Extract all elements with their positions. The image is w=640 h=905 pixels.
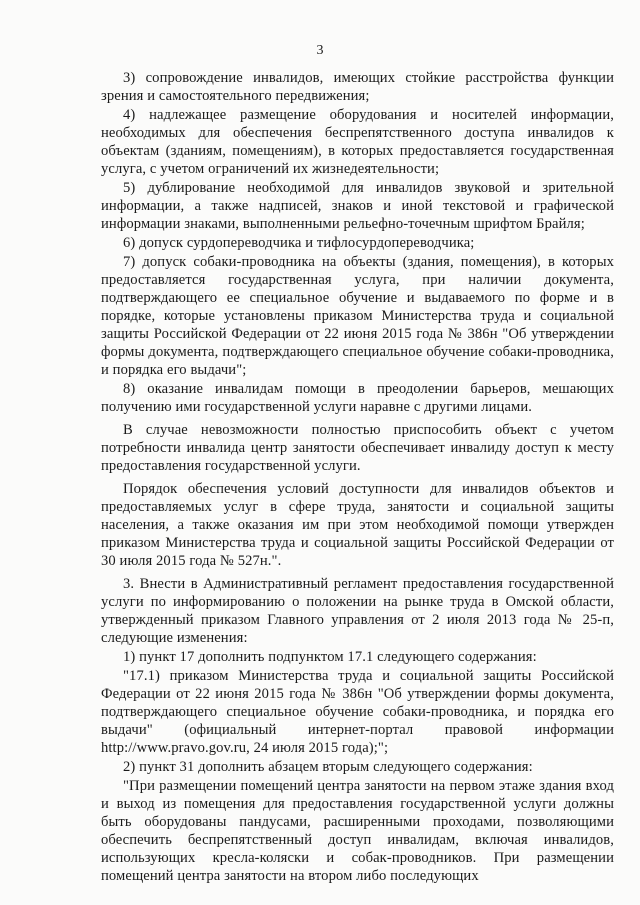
paragraph: 6) допуск сурдопереводчика и тифлосурдопереводчика; (123, 235, 475, 251)
paragraph: Порядок обеспечения условий доступности для инвалидов объектов и предоставляемых услуг в сфере труда, занятости и социальной защиты населения, а также оказания им при этом необходимой помощи утвержден приказом Министерства труда и социальной защиты Российской Федерации от 30 июля 2015 года № 527н.". (101, 481, 614, 569)
paragraph: "17.1) приказом Министерства труда и социальной защиты Российской Федерации от 22 июня 2015 года № 386н "Об утверждении формы документа, подтверждающего специальное обучение собаки-проводника, и порядка его выдачи" (официальный интернет-портал правовой информации http://www.pravo.gov.ru, 24 июля 2015 года);"; (101, 668, 614, 756)
paragraph: "При размещении помещений центра занятости на первом этаже здания вход и выход из помещения для предоставления государственной услуги должны быть оборудованы пандусами, расширенными проходами, позволяющими обеспечить беспрепятственный доступ инвалидам, включая инвалидов, использующих кресла-коляски и собак-проводников. При размещении помещений центра занятости на втором либо последующих (101, 778, 614, 884)
paragraph: 5) дублирование необходимой для инвалидов звуковой и зрительной информации, а также надписей, знаков и иной текстовой и графической информации знаками, выполненными рельефно-точечным шрифтом Брайля; (101, 180, 614, 232)
paragraph: 8) оказание инвалидам помощи в преодолении барьеров, мешающих получению ими государственной услуги наравне с другими лицами. (101, 381, 614, 415)
paragraph: 7) допуск собаки-проводника на объекты (здания, помещения), в которых предоставляется государственная услуга, при наличии документа, подтверждающего ее специальное обучение и выдаваемого по форме и в порядке, которые установлены приказом Министерства труда и социальной защиты Российской Федерации от 22 июня 2015 года № 386н "Об утверждении формы документа, подтверждающего специальное обучение собаки-проводника, и порядка его выдачи"; (101, 254, 614, 378)
paragraph: 3) сопровождение инвалидов, имеющих стойкие расстройства функции зрения и самостоятельного передвижения; (101, 70, 614, 104)
paragraph: 4) надлежащее размещение оборудования и носителей информации, необходимых для обеспечения беспрепятственного доступа инвалидов к объектам (зданиям, помещениям), в которых предоставляется государственная услуга, с учетом ограничений их жизнедеятельности; (101, 107, 614, 177)
document-body (101, 69, 614, 886)
paragraph: 1) пункт 17 дополнить подпунктом 17.1 следующего содержания: (123, 649, 537, 665)
page-number: 3 (316, 43, 324, 58)
paragraph: В случае невозможности полностью приспособить объект с учетом потребности инвалида центр занятости обеспечивает инвалиду доступ к месту предоставления государственной услуги. (101, 422, 614, 474)
paragraph: 2) пункт 31 дополнить абзацем вторым следующего содержания: (123, 759, 533, 775)
paragraph: 3. Внести в Административный регламент предоставления государственной услуги по информированию о положении на рынке труда в Омской области, утвержденный приказом Главного управления от 2 июля 2013 года № 25-п, следующие изменения: (101, 576, 614, 646)
